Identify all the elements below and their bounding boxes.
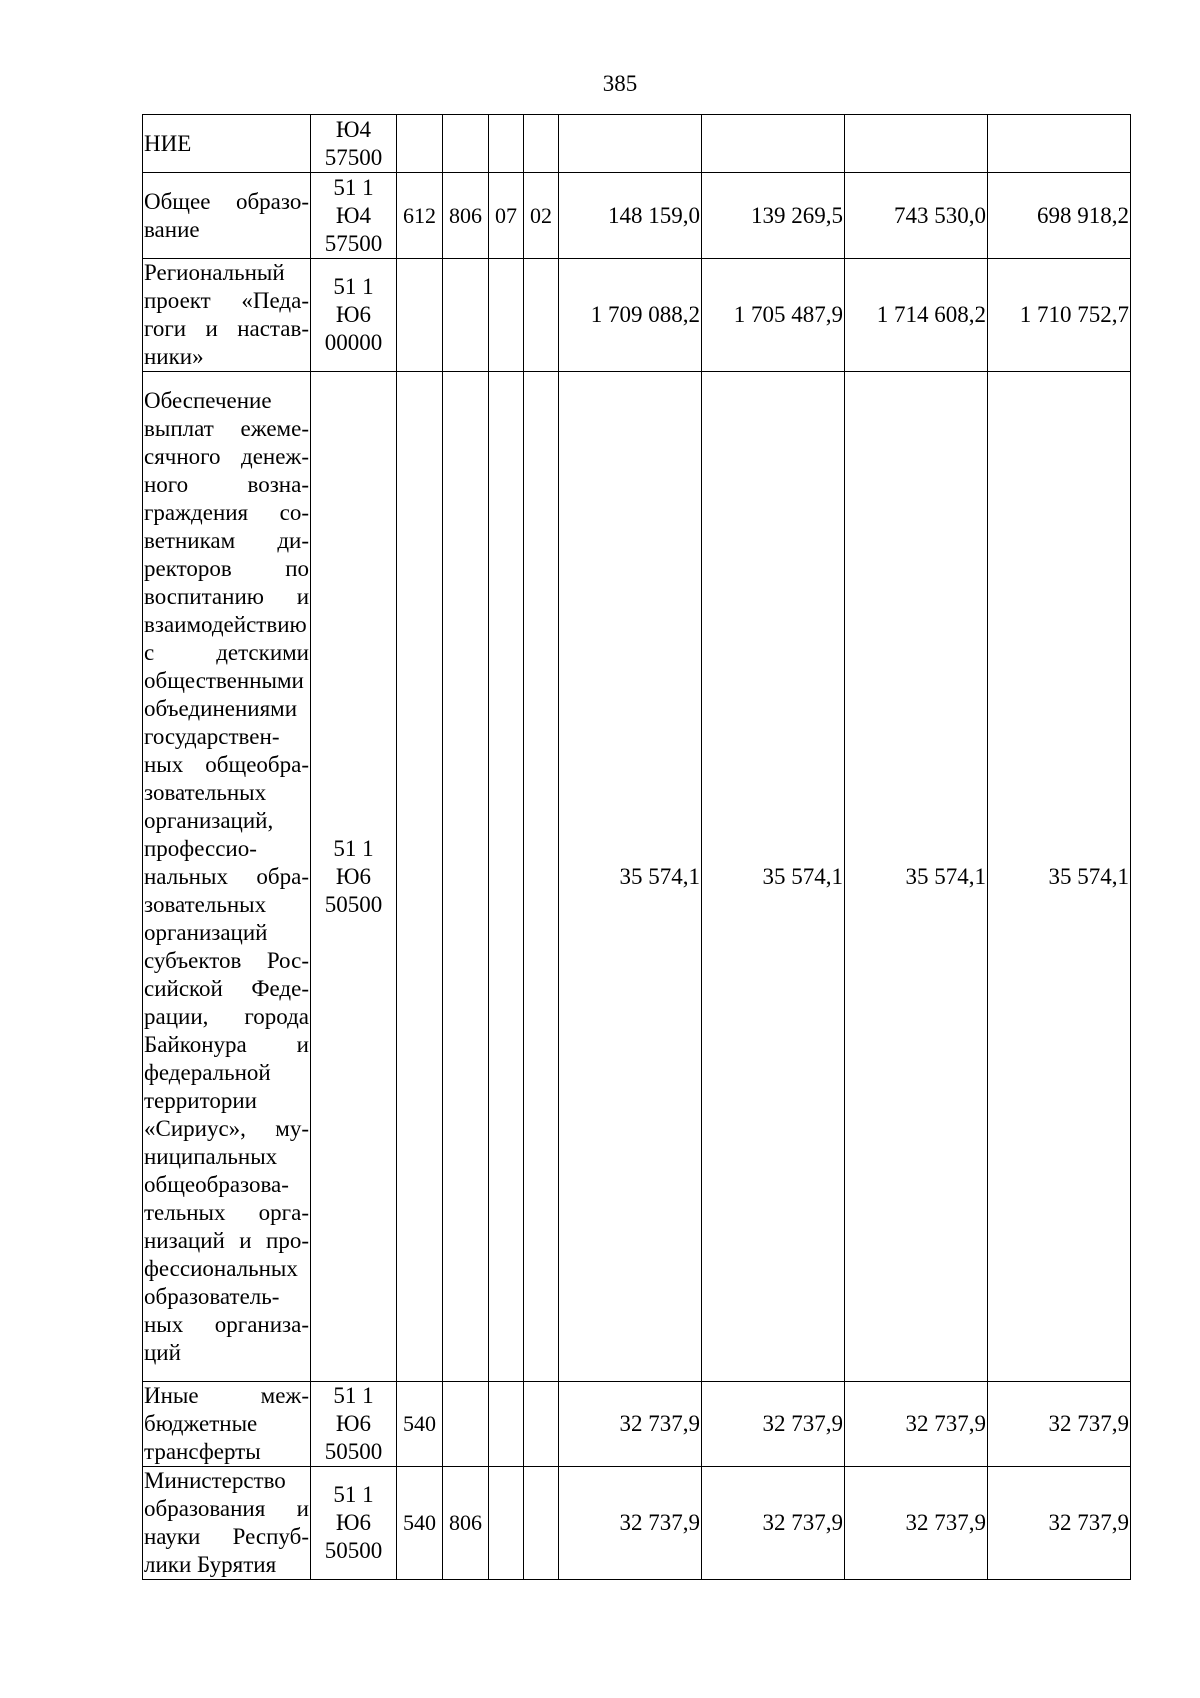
amount-col-1: 1 709 088,2 (559, 259, 702, 372)
section-code (489, 115, 524, 173)
amount-col-2: 35 574,1 (702, 372, 845, 1382)
ministry-code: 806 (443, 1467, 489, 1580)
page-number: 385 (602, 71, 638, 96)
amount-col-4: 32 737,9 (988, 1467, 1131, 1580)
table-row (143, 259, 1131, 372)
expense-type-code (397, 115, 443, 173)
amount-col-4: 698 918,2 (988, 173, 1131, 259)
amount-col-4 (988, 115, 1131, 173)
amount-col-3: 32 737,9 (845, 1467, 988, 1580)
subsection-code (524, 259, 559, 372)
target-article-code: 51 1 Ю6 00000 (311, 259, 397, 372)
ministry-code: 806 (443, 173, 489, 259)
amount-col-1: 32 737,9 (559, 1382, 702, 1467)
section-code (489, 372, 524, 1382)
amount-col-3: 743 530,0 (845, 173, 988, 259)
section-code (489, 1382, 524, 1467)
row-name: НИЕ (143, 115, 311, 173)
row-name: Иные межбюджетные трансферты (143, 1382, 311, 1467)
subsection-code: 02 (524, 173, 559, 259)
amount-col-2: 139 269,5 (702, 173, 845, 259)
expense-type-code: 540 (397, 1467, 443, 1580)
amount-col-2 (702, 115, 845, 173)
subsection-code (524, 115, 559, 173)
table-row (143, 1382, 1131, 1467)
section-code (489, 259, 524, 372)
ministry-code (443, 1382, 489, 1467)
amount-col-1: 35 574,1 (559, 372, 702, 1382)
amount-col-2: 1 705 487,9 (702, 259, 845, 372)
row-name: Обеспечение выплат ежемесячного денежного вознаграждения советникам директоров по воспитанию и взаимодействию с детскими общественными объединениями государственных общеобразовательных организаций, профессиональных образовательных организаций субъектов Российской Федерации, города Байконура и федеральной территории «Сириус», муниципальных общеобразовательных организаций и профессиональных образовательных организаций (143, 372, 311, 1382)
ministry-code (443, 259, 489, 372)
subsection-code (524, 1467, 559, 1580)
expense-type-code: 540 (397, 1382, 443, 1467)
table-row (143, 372, 1131, 1382)
amount-col-3: 35 574,1 (845, 372, 988, 1382)
target-article-code: 51 1 Ю4 57500 (311, 173, 397, 259)
expense-type-code: 612 (397, 173, 443, 259)
row-name: Региональный проект «Педагоги и наставники» (143, 259, 311, 372)
amount-col-4: 35 574,1 (988, 372, 1131, 1382)
row-name: Общее образование (143, 173, 311, 259)
ministry-code (443, 115, 489, 173)
amount-col-4: 1 710 752,7 (988, 259, 1131, 372)
expense-type-code (397, 372, 443, 1382)
amount-col-4: 32 737,9 (988, 1382, 1131, 1467)
target-article-code: Ю4 57500 (311, 115, 397, 173)
expense-type-code (397, 259, 443, 372)
table-row (143, 1467, 1131, 1580)
table-row (143, 115, 1131, 173)
amount-col-2: 32 737,9 (702, 1467, 845, 1580)
target-article-code: 51 1 Ю6 50500 (311, 372, 397, 1382)
subsection-code (524, 372, 559, 1382)
amount-col-1 (559, 115, 702, 173)
target-article-code: 51 1 Ю6 50500 (311, 1467, 397, 1580)
target-article-code: 51 1 Ю6 50500 (311, 1382, 397, 1467)
budget-table (142, 114, 1131, 1580)
row-name: Министерство образования и науки Республики Бурятия (143, 1467, 311, 1580)
section-code (489, 1467, 524, 1580)
amount-col-3: 1 714 608,2 (845, 259, 988, 372)
amount-col-1: 148 159,0 (559, 173, 702, 259)
amount-col-2: 32 737,9 (702, 1382, 845, 1467)
amount-col-3 (845, 115, 988, 173)
amount-col-3: 32 737,9 (845, 1382, 988, 1467)
amount-col-1: 32 737,9 (559, 1467, 702, 1580)
section-code: 07 (489, 173, 524, 259)
table-row (143, 173, 1131, 259)
ministry-code (443, 372, 489, 1382)
subsection-code (524, 1382, 559, 1467)
